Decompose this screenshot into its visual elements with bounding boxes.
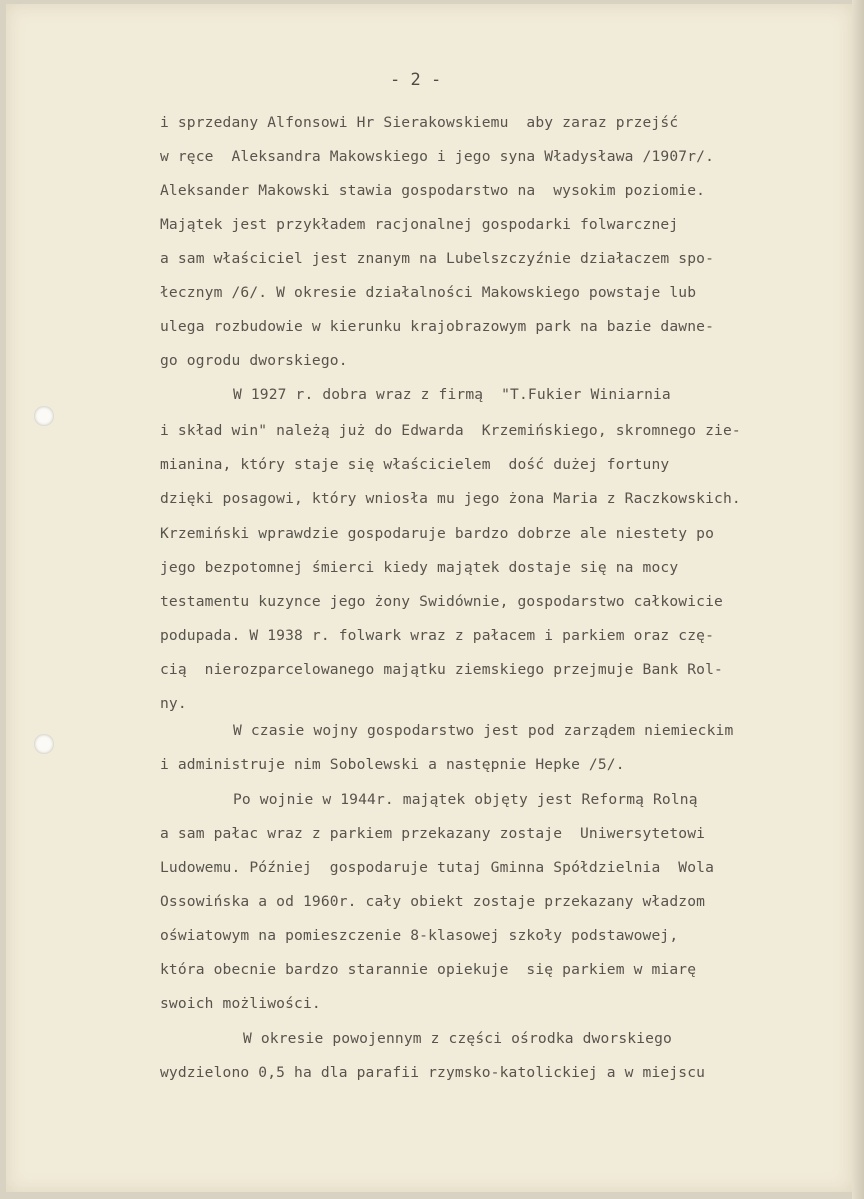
text-line: dzięki posagowi, który wniosła mu jego żona Maria z Raczkowskich. xyxy=(160,490,741,507)
text-line: ny. xyxy=(160,695,187,712)
text-line: w ręce Aleksandra Makowskiego i jego syna Władysława /1907r/. xyxy=(160,148,715,165)
text-line: Majątek jest przykładem racjonalnej gospodarki folwarcznej xyxy=(160,216,679,233)
text-line: a sam pałac wraz z parkiem przekazany zostaje Uniwersytetowi xyxy=(160,825,706,842)
text-line: jego bezpotomnej śmierci kiedy majątek dostaje się na mocy xyxy=(160,559,679,576)
text-line: swoich możliwości. xyxy=(160,995,321,1012)
text-line: i sprzedany Alfonsowi Hr Sierakowskiemu aby zaraz przejść xyxy=(160,114,679,131)
text-line: która obecnie bardzo starannie opiekuje się parkiem w miarę xyxy=(160,961,697,978)
page-number: - 2 - xyxy=(390,70,442,90)
text-line: ulega rozbudowie w kierunku krajobrazowym park na bazie dawne- xyxy=(160,318,715,335)
text-line: Ludowemu. Później gospodaruje tutaj Gminna Spółdzielnia Wola xyxy=(160,859,715,876)
paragraph-start-line: W 1927 r. dobra wraz z firmą "T.Fukier Winiarnia xyxy=(233,386,671,403)
text-line: łecznym /6/. W okresie działalności Makowskiego powstaje lub xyxy=(160,284,697,301)
punch-hole-top xyxy=(34,406,54,426)
text-line: i skład win" należą już do Edwarda Krzemińskiego, skromnego zie- xyxy=(160,422,741,439)
text-line: Aleksander Makowski stawia gospodarstwo na wysokim poziomie. xyxy=(160,182,706,199)
paragraph-start-line: Po wojnie w 1944r. majątek objęty jest Reformą Rolną xyxy=(233,791,698,808)
paragraph-start-line: W czasie wojny gospodarstwo jest pod zarządem niemieckim xyxy=(233,722,734,739)
paper-edge xyxy=(852,0,864,1199)
text-line: mianina, który staje się właścicielem dość dużej fortuny xyxy=(160,456,670,473)
text-line: wydzielono 0,5 ha dla parafii rzymsko-katolickiej a w miejscu xyxy=(160,1064,706,1081)
text-line: a sam właściciel jest znanym na Lubelszczyźnie działaczem spo- xyxy=(160,250,715,267)
punch-hole-bottom xyxy=(34,734,54,754)
text-line: go ogrodu dworskiego. xyxy=(160,352,348,369)
text-line: oświatowym na pomieszczenie 8-klasowej szkoły podstawowej, xyxy=(160,927,679,944)
text-line: Ossowińska a od 1960r. cały obiekt zostaje przekazany władzom xyxy=(160,893,706,910)
paragraph-start-line: W okresie powojennym z części ośrodka dworskiego xyxy=(243,1030,672,1047)
text-line: cią nierozparcelowanego majątku ziemskiego przejmuje Bank Rol- xyxy=(160,661,723,678)
text-line: testamentu kuzynce jego żony Swidównie, gospodarstwo całkowicie xyxy=(160,593,723,610)
text-line: i administruje nim Sobolewski a następnie Hepke /5/. xyxy=(160,756,625,773)
text-line: podupada. W 1938 r. folwark wraz z pałacem i parkiem oraz czę- xyxy=(160,627,715,644)
text-line: Krzemiński wprawdzie gospodaruje bardzo dobrze ale niestety po xyxy=(160,525,715,542)
